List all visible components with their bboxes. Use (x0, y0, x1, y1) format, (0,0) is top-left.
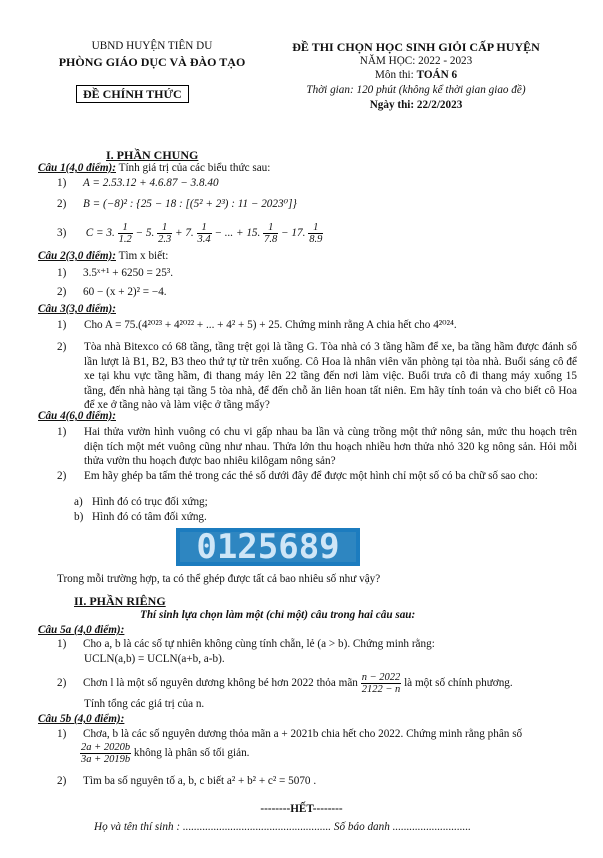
q5a-text-2c: Tính tổng các giá trị của n. (84, 698, 205, 710)
q3-num1: 1) (57, 319, 67, 331)
q4-option-a (74, 496, 208, 508)
q1-c-part2: − 5. (135, 227, 155, 240)
q5b-fraction (80, 742, 131, 765)
q4-item2 (57, 469, 577, 484)
digit-cards-image (176, 528, 360, 566)
q1-c-part5: − 17. (281, 227, 306, 240)
frac-den: 7.8 (264, 234, 278, 245)
exam-time: Thời gian: 120 phút (không kể thời gian giao đề) (306, 84, 526, 96)
q3-header (38, 303, 116, 315)
q5a-text-2b: là một số chính phương. (404, 677, 513, 690)
q1-item1 (57, 177, 219, 189)
q1-c-part1: C = 3. (85, 227, 115, 240)
q5b-num2: 2) (57, 775, 67, 787)
q4-num2: 2) (57, 470, 67, 482)
exam-date: Ngày thi: 22/2/2023 (369, 99, 463, 111)
q4-text-1: Hai thửa vườn hình vuông có chu vi gấp nhau ba lần và cùng trồng một thứ nông sản, mức thu hoạch trên diện tích một mét vuông cũng như nhau. Thửa lớn thu hoạch nhiều hơn thửa nhỏ 320 kg nông sản. Hỏi mỗi thửa vườn thu hoạch được bao nhiêu kilôgam nông sản? (84, 426, 577, 468)
q5a-num2: 2) (57, 677, 67, 690)
dept-line2: PHÒNG GIÁO DỤC VÀ ĐÀO TẠO (58, 55, 246, 69)
subject-line (254, 69, 578, 81)
q5a-text-2a: Chơn l là một số nguyên dương không bé hơn 2022 thỏa mãn (83, 677, 358, 690)
q2-prompt: Tìm x biết: (118, 250, 169, 262)
q5b-text-1b: không là phân số tối giản. (133, 747, 250, 760)
q3-num2: 2) (57, 341, 67, 353)
q4-b-text: Hình đó có tâm đối xứng. (92, 511, 207, 523)
q1-c-part4: − ... + 15. (214, 227, 261, 240)
q4-header (38, 410, 116, 422)
official-badge (76, 87, 189, 102)
q2-item1 (57, 266, 173, 279)
q1-num3: 3) (57, 227, 67, 240)
end-mark: --------HẾT-------- (260, 803, 343, 815)
q4-num1: 1) (57, 426, 67, 438)
frac-den: 2.3 (158, 234, 172, 245)
frac-num: 1 (308, 222, 323, 234)
q4-a-label: a) (74, 496, 83, 508)
frac-num: 1 (263, 222, 278, 234)
frac-num: 1 (197, 222, 212, 234)
q5a-num1: 1) (57, 638, 67, 650)
q5a-label: Câu 5a (4,0 điểm): (38, 624, 125, 636)
part1-title: I. PHẦN CHUNG (106, 148, 199, 162)
q1-c-part3: + 7. (174, 227, 194, 240)
frac-den: 3a + 2019b (81, 754, 131, 765)
q1-label: Câu 1(4,0 điểm): (38, 162, 116, 174)
q3-text-2: Tòa nhà Bitexco có 68 tầng, tầng trệt gọi là tầng G. Tòa nhà có 3 tầng hầm để xe, ba tầng hầm được đánh số lần lượt là B1, B2, B3 theo thứ tự từ trên xuống. Cô Hoa là nhân viên văn phòng tại tòa nhà. Buổi sáng cô để xe tại khu vực tầng hầm, đi thang máy lên 22 tầng đến nơi làm việc. Buổi trưa cô đi thang máy xuống 15 tầng, đến nhà hàng tại tầng 5 tòa nhà, để đến chỗ ăn liên hoan tất niên. Em hãy tính toán và cho biết cô Hoa để xe ở tầng nào và làm việc ở tầng mấy? (84, 341, 577, 412)
frac-den: 3.4 (197, 234, 211, 245)
candidate-line: Họ và tên thí sinh : ..................................................... Số báo danh ............................ (94, 821, 471, 833)
part2-instruction: Thí sinh lựa chọn làm một (chỉ một) câu trong hai câu sau: (140, 609, 416, 621)
q4-option-b (74, 511, 207, 523)
q2-item2 (57, 286, 167, 298)
q3-text-1: Cho A = 75.(4²⁰²³ + 4²⁰²² + ... + 4² + 5) + 25. Chứng minh rằng A chia hết cho 4²⁰²⁴. (84, 319, 457, 331)
q5a-text-1b: UCLN(a,b) = UCLN(a+b, a-b). (84, 653, 225, 665)
official-label: ĐỀ CHÍNH THỨC (76, 85, 189, 103)
q1-prompt: Tính giá trị của các biểu thức sau: (118, 162, 271, 174)
q1-expr-a: A = 2.53.12 + 4.6.87 − 3.8.40 (83, 177, 219, 189)
q2-header (38, 250, 168, 262)
frac-num: 1 (157, 222, 172, 234)
q4-item1 (57, 425, 577, 469)
q3-item2 (57, 340, 577, 413)
q5a-text-1a: Cho a, b là các số tự nhiên không cùng tính chẵn, lẻ (a > b). Chứng minh rằng: (83, 638, 435, 650)
subject-prefix: Môn thi: (374, 69, 414, 81)
q5b-header (38, 713, 124, 725)
subject-name: TOÁN 6 (416, 69, 458, 81)
frac-den: 1.2 (118, 234, 132, 245)
q1-num2: 2) (57, 198, 67, 210)
q4-closing: Trong mỗi trường hợp, ta có thể ghép được tất cả bao nhiêu số như vậy? (57, 573, 381, 585)
q1-frac-5 (308, 222, 323, 245)
q4-text-2: Em hãy ghép ba tấm thẻ trong các thẻ số dưới đây để được một hình chỉ một số có ba chữ số sao cho: (84, 470, 538, 482)
q1-frac-4 (263, 222, 278, 245)
q4-b-label: b) (74, 511, 84, 523)
q5b-item1-cont (80, 742, 249, 765)
q3-label: Câu 3(3,0 điểm): (38, 303, 116, 315)
q5a-fraction (361, 672, 402, 695)
q5a-item2 (57, 672, 513, 695)
q1-frac-1 (118, 222, 133, 245)
q5b-num1: 1) (57, 728, 67, 740)
q5a-item1 (57, 638, 435, 650)
frac-den: 8.9 (309, 234, 323, 245)
q2-expr-1: 3.5ˣ⁺¹ + 6250 = 25³. (83, 267, 173, 279)
q3-item1 (57, 318, 577, 333)
part2-title: II. PHẦN RIÊNG (74, 594, 166, 608)
frac-num: n − 2022 (361, 672, 401, 683)
q1-frac-3 (197, 222, 212, 245)
q5a-header (38, 624, 124, 636)
q1-num1: 1) (57, 177, 67, 189)
frac-num: 1 (118, 222, 133, 234)
q5b-item2 (57, 775, 316, 787)
q1-frac-2 (157, 222, 172, 245)
frac-den: 2122 − n (361, 684, 401, 695)
school-year: NĂM HỌC: 2022 - 2023 (359, 55, 473, 67)
q4-label: Câu 4(6,0 điểm): (38, 410, 116, 422)
q1-header (38, 162, 270, 174)
digit-cards: 0125689 (196, 527, 340, 567)
q5b-label: Câu 5b (4,0 điểm): (38, 713, 125, 725)
exam-title: ĐỀ THI CHỌN HỌC SINH GIỎI CẤP HUYỆN (292, 40, 540, 54)
q2-expr-2: 60 − (x + 2)² = −4. (83, 286, 167, 298)
q1-expr-b: B = (−8)² : {25 − 18 : [(5² + 2³) : 11 − 2023⁰]} (83, 198, 297, 210)
q2-num1: 1) (57, 267, 67, 279)
q4-a-text: Hình đó có trục đối xứng; (92, 496, 208, 508)
q5b-item1 (57, 728, 522, 740)
q1-item2 (57, 197, 297, 210)
q2-label: Câu 2(3,0 điểm): (38, 250, 116, 262)
q2-num2: 2) (57, 286, 67, 298)
q5b-text-1a: Chơa, b là các số nguyên dương thỏa mãn a + 2021b chia hết cho 2022. Chứng minh rằng phân số (83, 728, 523, 740)
q1-item3 (57, 222, 323, 245)
frac-num: 2a + 2020b (81, 742, 131, 753)
dept-line1: UBND HUYỆN TIÊN DU (91, 40, 213, 52)
q5b-text-2: Tìm ba số nguyên tố a, b, c biết a² + b² + c² = 5070 . (83, 775, 317, 787)
